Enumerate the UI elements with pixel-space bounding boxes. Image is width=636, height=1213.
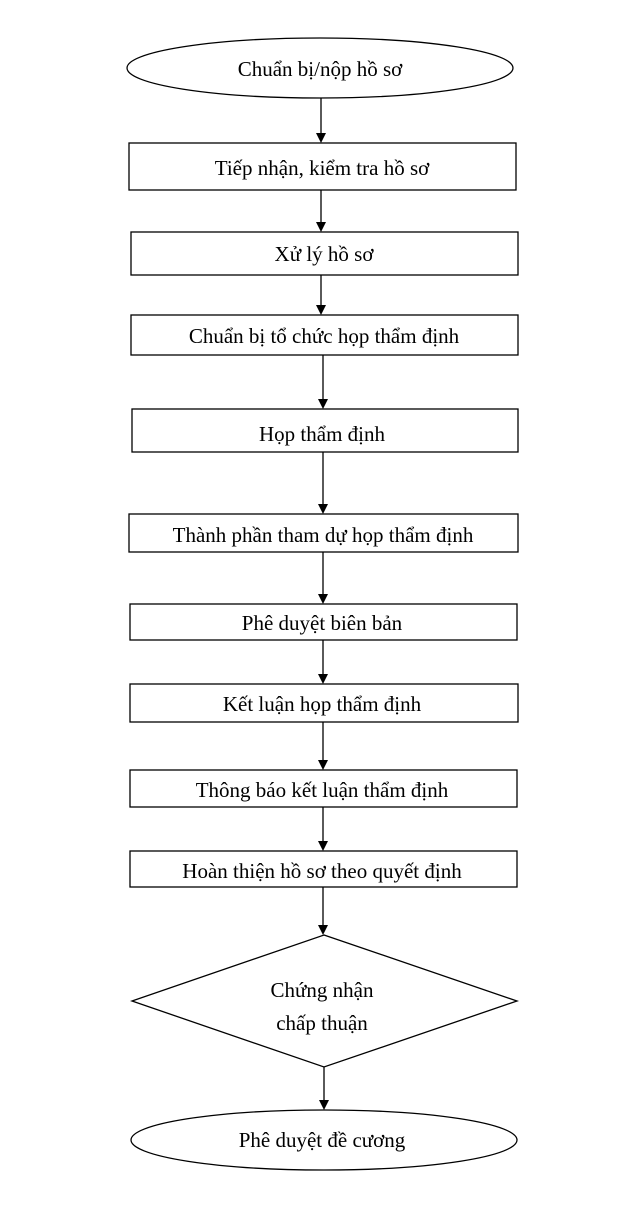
step-4-label: Họp thẩm định	[259, 422, 385, 446]
arrow-5	[318, 452, 328, 514]
arrow-7	[318, 640, 328, 684]
step-4-node	[132, 409, 518, 452]
step-5-node	[129, 514, 518, 552]
step-7-node	[130, 684, 518, 722]
arrow-10	[318, 887, 328, 935]
arrow-8	[318, 722, 328, 770]
step-7-label: Kết luận họp thẩm định	[222, 692, 422, 716]
step-5-label: Thành phần tham dự họp thẩm định	[172, 523, 474, 547]
arrow-9	[318, 807, 328, 851]
decision-label-line2: chấp thuận	[276, 1011, 368, 1035]
arrow-6	[318, 552, 328, 604]
step-8-node	[130, 770, 517, 807]
arrow-3	[316, 275, 326, 315]
step-9-label: Hoàn thiện hồ sơ theo quyết định	[182, 859, 462, 883]
arrow-1	[316, 98, 326, 143]
step-2-node	[131, 232, 518, 275]
arrow-4	[318, 355, 328, 409]
start-node	[127, 38, 513, 98]
step-3-label: Chuẩn bị tổ chức họp thẩm định	[188, 324, 460, 348]
step-1-label: Tiếp nhận, kiểm tra hồ sơ	[214, 156, 430, 180]
step-8-label: Thông báo kết luận thẩm định	[195, 778, 449, 802]
arrow-2	[316, 190, 326, 232]
step-9-node	[130, 851, 517, 887]
step-2-label: Xử lý hồ sơ	[274, 242, 374, 266]
step-6-node	[130, 604, 517, 640]
step-1-node	[129, 143, 516, 190]
end-node	[131, 1110, 517, 1170]
decision-node	[132, 935, 517, 1067]
end-label: Phê duyệt đề cương	[238, 1128, 406, 1152]
arrow-11	[319, 1067, 329, 1110]
start-label: Chuẩn bị/nộp hồ sơ	[237, 57, 403, 81]
decision-label-line1: Chứng nhận	[270, 978, 374, 1002]
step-3-node	[131, 315, 518, 355]
step-6-label: Phê duyệt biên bản	[241, 611, 403, 635]
